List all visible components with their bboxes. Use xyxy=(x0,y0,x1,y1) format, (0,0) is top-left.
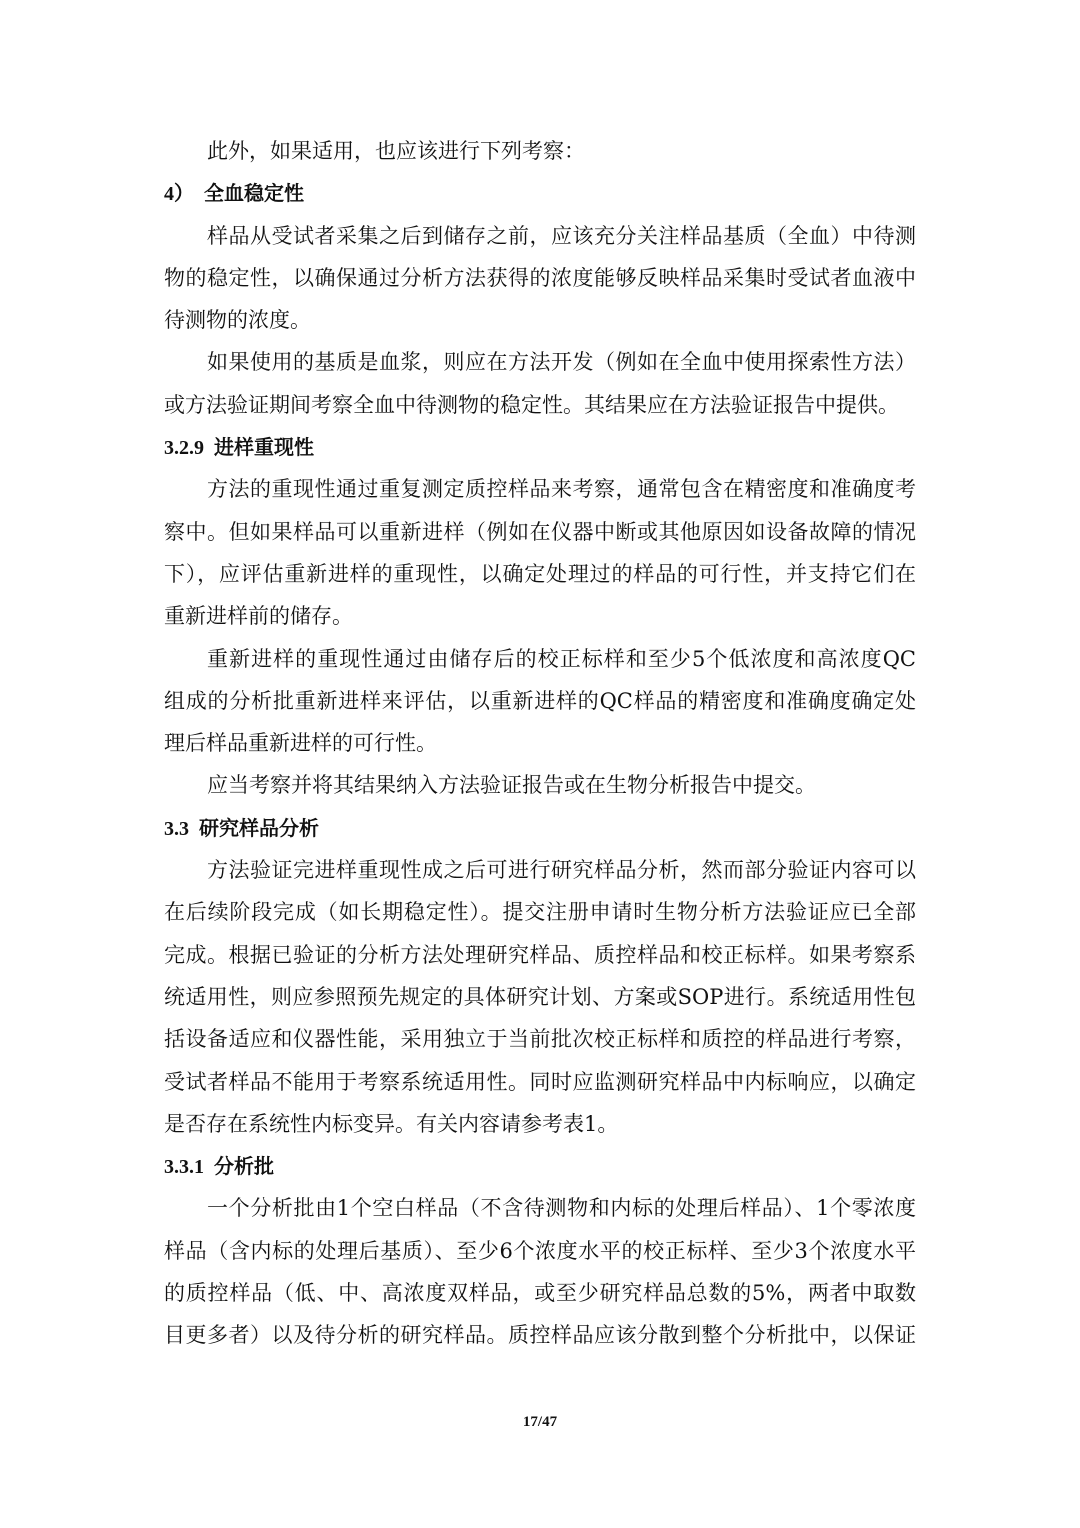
page-number: 17/47 xyxy=(522,1414,558,1430)
text-line: 组成的分析批重新进样来评估，以重新进样的QC样品的精密度和准确度确定处 xyxy=(164,688,916,713)
paragraph-reproducibility-1 xyxy=(164,468,916,637)
text-line: 在后续阶段完成（如长期稳定性）。提交注册申请时生物分析方法验证应已全部 xyxy=(164,900,916,925)
section-number: 3.3.1 xyxy=(164,1156,204,1179)
text-line: 此外，如果适用，也应该进行下列考察： xyxy=(207,139,585,163)
text-line: 待测物的浓度。 xyxy=(164,308,311,333)
section-heading-injection-reproducibility xyxy=(164,426,916,468)
text-line: 样品从受试者采集之后到储存之前，应该充分关注样品基质（全血）中待测 xyxy=(207,223,916,248)
paragraph-reproducibility-2 xyxy=(164,638,916,765)
paragraph-intro xyxy=(164,130,916,172)
text-line: 完成。根据已验证的分析方法处理研究样品、质控样品和校正标样。如果考察系 xyxy=(164,942,916,967)
section-number: 3.3 xyxy=(164,817,189,840)
paragraph-reproducibility-3 xyxy=(164,764,916,806)
section-heading-study-sample-analysis xyxy=(164,807,916,849)
text-line: 一个分析批由1个空白样品（不含待测物和内标的处理后样品）、1个零浓度 xyxy=(207,1196,916,1221)
text-line: 统适用性，则应参照预先规定的具体研究计划、方案或SOP进行。系统适用性包 xyxy=(164,984,916,1009)
section-number: 3.2.9 xyxy=(164,437,204,460)
text-line: 括设备适应和仪器性能，采用独立于当前批次校正标样和质控的样品进行考察， xyxy=(164,1027,916,1052)
text-line: 重新进样前的储存。 xyxy=(164,604,353,629)
text-line: 下），应评估重新进样的重现性，以确定处理过的样品的可行性，并支持它们在 xyxy=(164,561,916,586)
section-heading-whole-blood-stability xyxy=(164,172,916,214)
section-title: 进样重现性 xyxy=(214,435,314,460)
text-line: 目更多者）以及待分析的研究样品。质控样品应该分散到整个分析批中，以保证 xyxy=(164,1323,916,1348)
text-line: 察中。但如果样品可以重新进样（例如在仪器中断或其他原因如设备故障的情况 xyxy=(164,519,916,544)
text-line: 方法的重现性通过重复测定质控样品来考察，通常包含在精密度和准确度考 xyxy=(207,477,916,502)
section-number: 4） xyxy=(164,183,194,206)
text-line: 方法验证完进样重现性成之后可进行研究样品分析，然而部分验证内容可以 xyxy=(207,858,916,883)
paragraph-whole-blood-2 xyxy=(164,341,916,426)
text-line: 如果使用的基质是血浆，则应在方法开发（例如在全血中使用探索性方法） xyxy=(207,350,916,375)
paragraph-study-sample xyxy=(164,849,916,1145)
text-line: 的质控样品（低、中、高浓度双样品，或至少研究样品总数的5%，两者中取数 xyxy=(164,1281,916,1306)
section-title: 分析批 xyxy=(214,1154,274,1179)
text-line: 样品（含内标的处理后基质）、至少6个浓度水平的校正标样、至少3个浓度水平 xyxy=(164,1238,916,1263)
text-line: 或方法验证期间考察全血中待测物的稳定性。其结果应在方法验证报告中提供。 xyxy=(164,392,899,417)
document-body xyxy=(164,130,916,1357)
text-line: 理后样品重新进样的可行性。 xyxy=(164,731,437,756)
section-title: 研究样品分析 xyxy=(199,815,319,840)
section-heading-analytical-run xyxy=(164,1145,916,1187)
text-line: 受试者样品不能用于考察系统适用性。同时应监测研究样品中内标响应，以确定 xyxy=(164,1069,916,1094)
text-line: 重新进样的重现性通过由储存后的校正标样和至少5个低浓度和高浓度QC xyxy=(207,646,916,671)
text-line: 物的稳定性，以确保通过分析方法获得的浓度能够反映样品采集时受试者血液中 xyxy=(164,265,916,290)
text-line: 应当考察并将其结果纳入方法验证报告或在生物分析报告中提交。 xyxy=(207,773,816,798)
paragraph-analytical-run xyxy=(164,1187,916,1356)
text-line: 是否存在系统性内标变异。有关内容请参考表1。 xyxy=(164,1111,619,1136)
paragraph-whole-blood-1 xyxy=(164,215,916,342)
section-title: 全血稳定性 xyxy=(204,181,304,206)
